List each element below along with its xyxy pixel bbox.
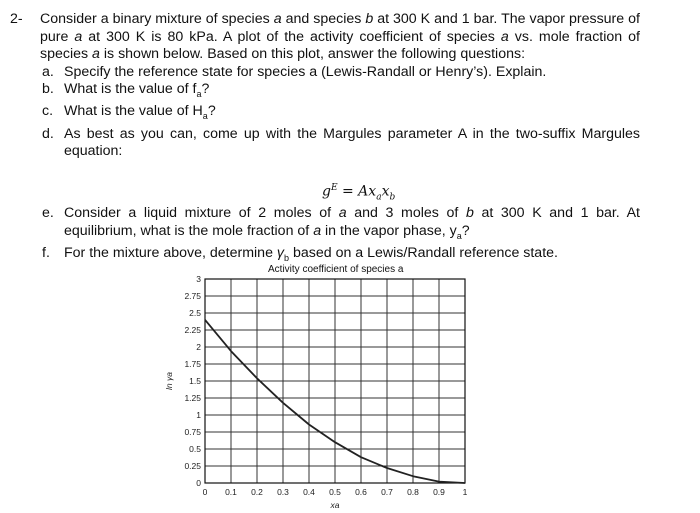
y-tick-label: 0.25 bbox=[184, 461, 201, 471]
chart-title: Activity coefficient of species a bbox=[268, 264, 404, 275]
y-tick-label: 1.5 bbox=[189, 376, 201, 386]
part-f: f. For the mixture above, determine $\gamma_b$ based on a Lewis/Randall reference state. bbox=[42, 244, 558, 263]
part-b: b. What is the value of $f_a$? bbox=[42, 81, 210, 99]
x-tick-label: 0.9 bbox=[433, 487, 445, 497]
x-axis-label: xa bbox=[330, 500, 340, 510]
part-c: c. What is the value of $H_a$? bbox=[42, 103, 216, 122]
y-tick-label: 2.25 bbox=[184, 325, 201, 335]
x-tick-label: 0.7 bbox=[381, 487, 393, 497]
y-tick-label: 1.75 bbox=[184, 359, 201, 369]
y-tick-label: 2.5 bbox=[189, 308, 201, 318]
x-tick-label: 1 bbox=[462, 487, 468, 497]
y-tick-label: 0 bbox=[196, 478, 201, 488]
question-number: 2- bbox=[10, 11, 23, 27]
x-tick-label: 0 bbox=[202, 487, 208, 497]
part-e: e. Consider a liquid mixture of 2 moles of a and 3 moles of b at 300 K and 1 bar. At equilibrium, what is the mole fraction of a in the vapor phase, $y_a$? bbox=[42, 205, 640, 241]
y-tick-label: 0.75 bbox=[184, 427, 201, 437]
x-tick-label: 0.5 bbox=[329, 487, 341, 497]
y-axis-label: ln γa bbox=[164, 372, 174, 390]
y-tick-label: 1.25 bbox=[184, 393, 201, 403]
y-tick-label: 2 bbox=[196, 342, 201, 352]
x-tick-label: 0.6 bbox=[355, 487, 367, 497]
y-tick-label: 2.75 bbox=[184, 291, 201, 301]
x-tick-label: 0.2 bbox=[251, 487, 263, 497]
y-tick-label: 3 bbox=[196, 274, 201, 284]
x-tick-label: 0.4 bbox=[303, 487, 315, 497]
part-a: a. Specify the reference state for species a (Lewis-Randall or Henry’s). Explain. bbox=[42, 63, 547, 80]
x-tick-label: 0.3 bbox=[277, 487, 289, 497]
x-tick-label: 0.8 bbox=[407, 487, 419, 497]
y-tick-label: 0.5 bbox=[189, 444, 201, 454]
margules-equation: $g^E = Ax_ax_b$ bbox=[322, 183, 396, 203]
x-tick-label: 0.1 bbox=[225, 487, 237, 497]
part-d: d. As best as you can, come up with the Margules parameter A in the two-suffix Margules equation: bbox=[42, 125, 640, 160]
y-tick-label: 1 bbox=[196, 410, 201, 420]
question-intro: Consider a binary mixture of species a and species b at 300 K and 1 bar. The vapor pressure of pure a at 300 K is 80 kPa. A plot of the activity coefficient of species a vs. mole fraction of species a is shown below. Based on this plot, answer the following questions: bbox=[40, 11, 640, 62]
